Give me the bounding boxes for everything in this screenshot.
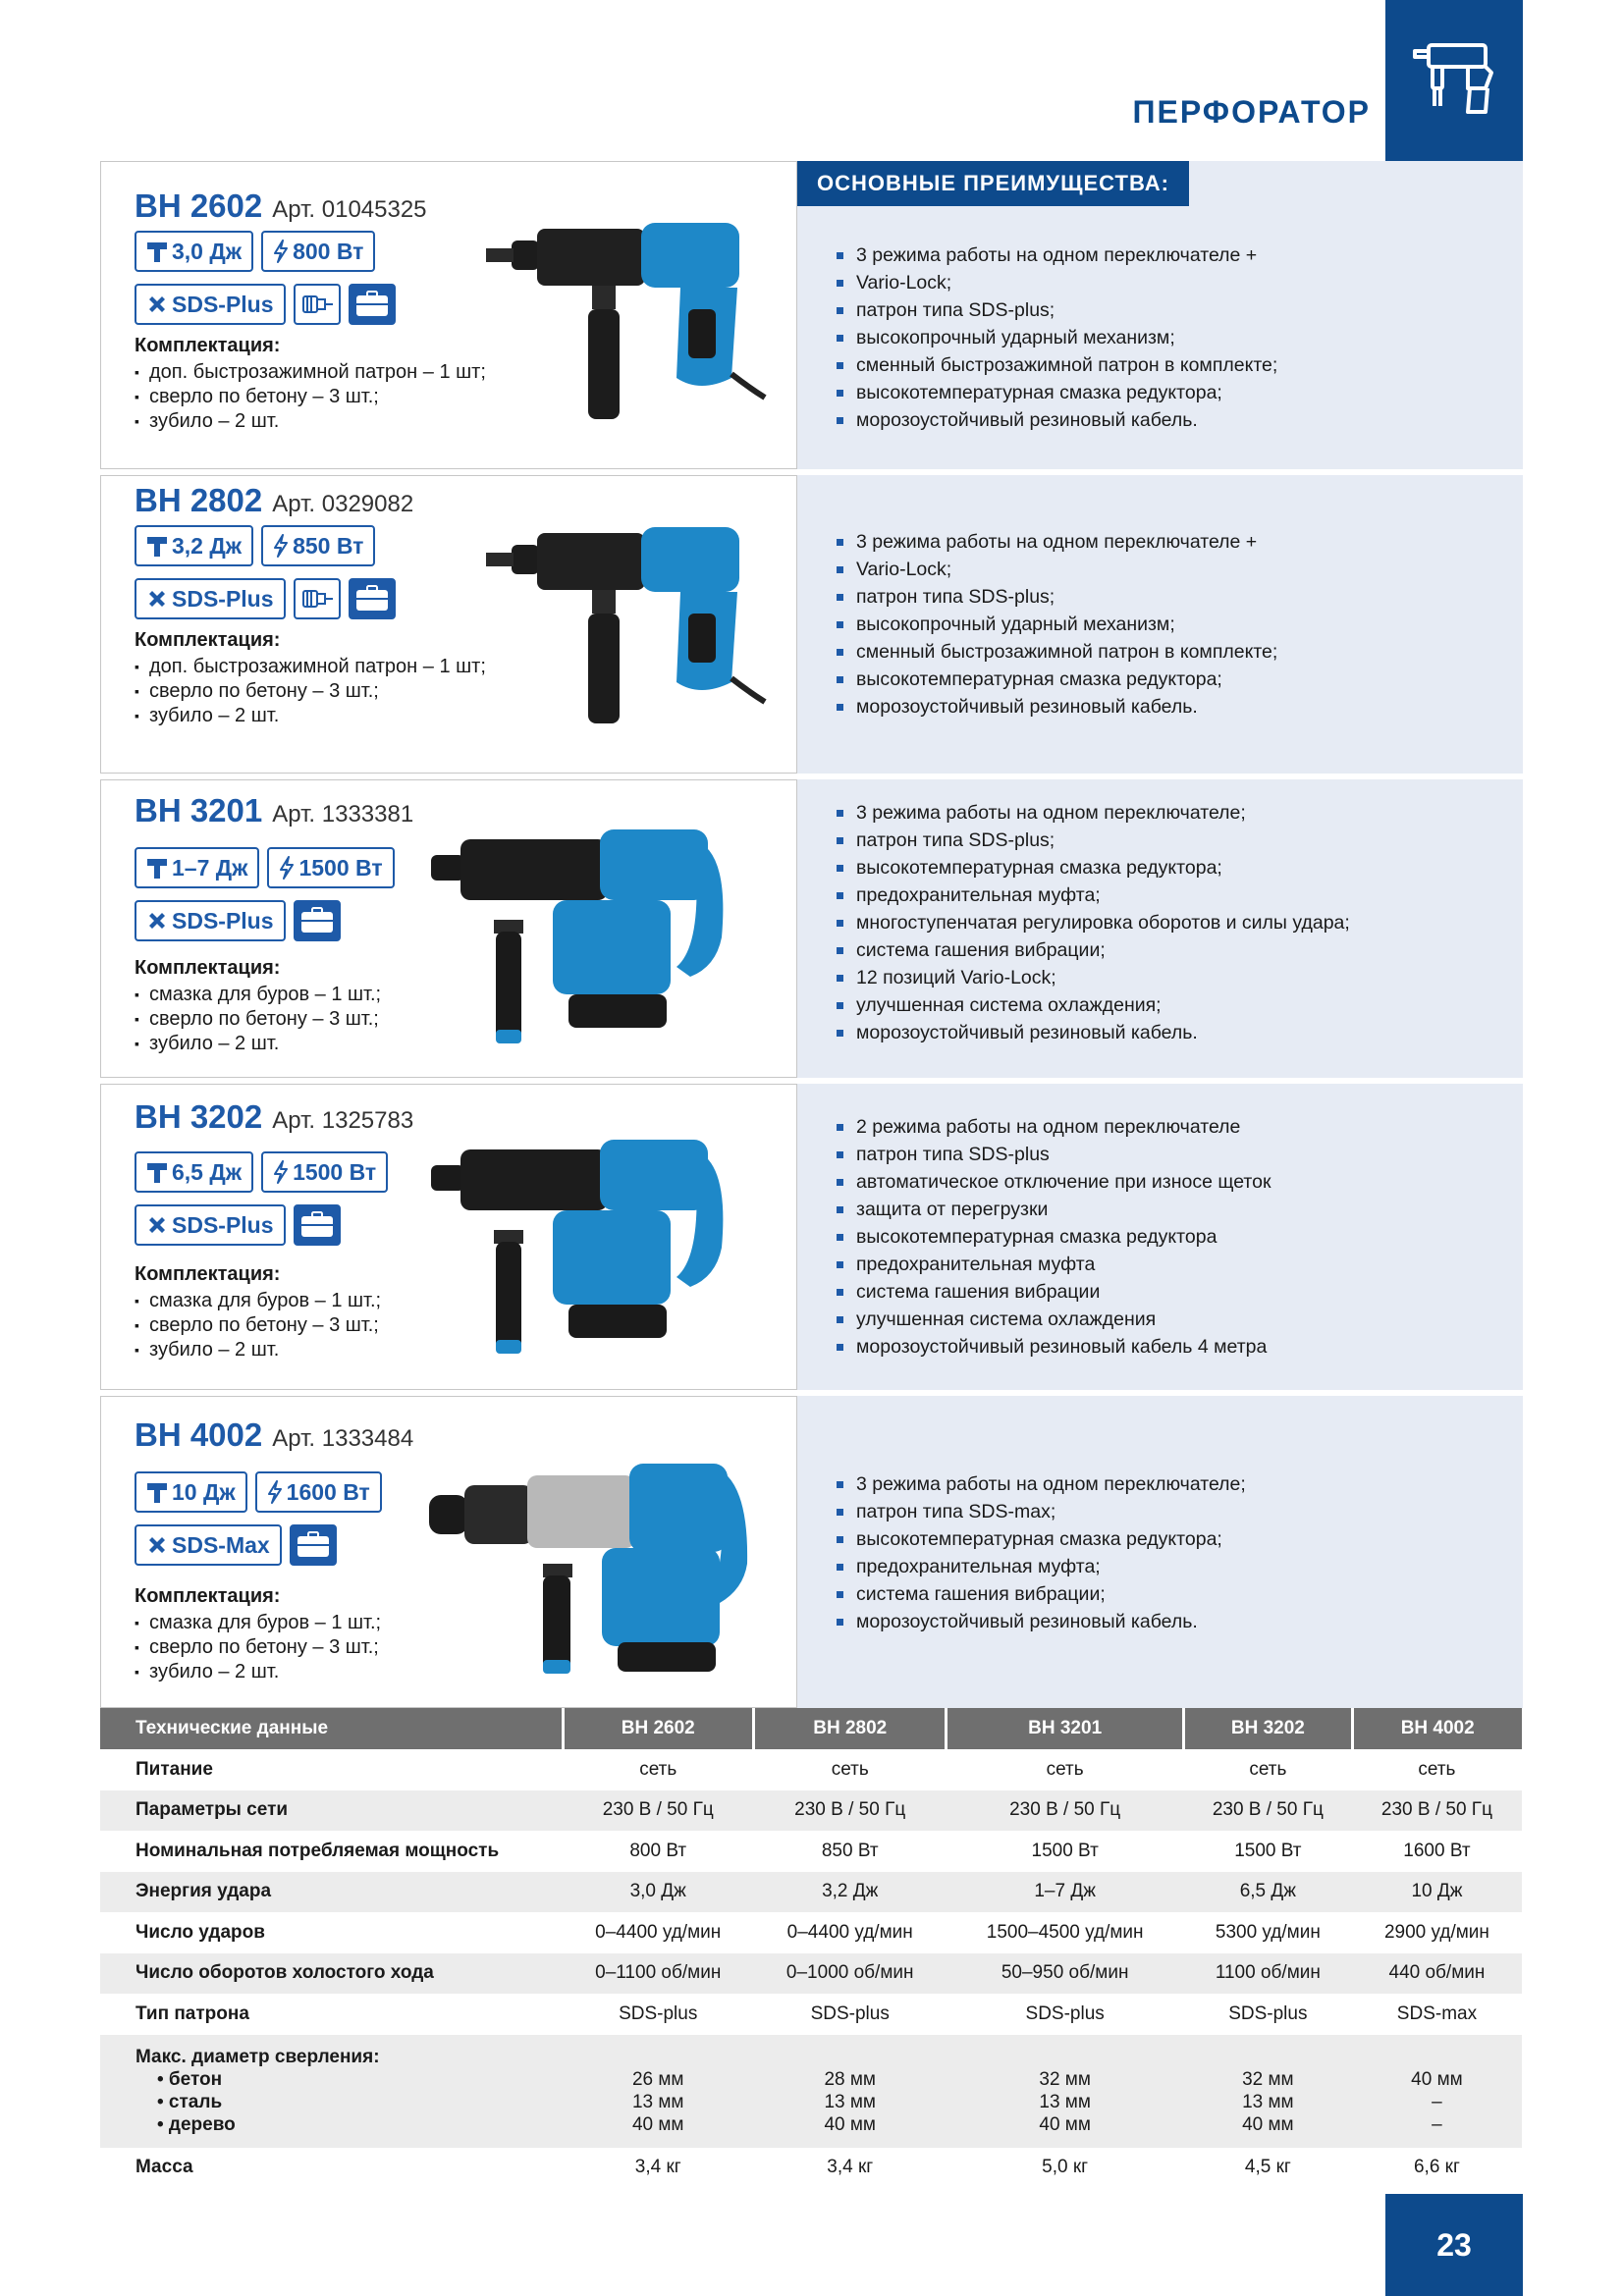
- product-block: [100, 475, 1523, 774]
- spec-cell: SDS-plus: [1025, 2002, 1105, 2024]
- spec-cell: 1500 Вт: [1031, 1840, 1099, 1861]
- chuck-type-value: SDS-Plus: [172, 1211, 274, 1238]
- spec-cell: сеть: [1418, 1758, 1456, 1780]
- spec-cell: Номинальная потребляемая мощность: [135, 1840, 500, 1861]
- spec-cell: [1352, 2035, 1521, 2148]
- diameter-materials: [135, 2068, 562, 2136]
- advantage-item: предохранительная муфта;: [837, 881, 1350, 909]
- impact-energy-value: 1–7 Дж: [172, 854, 248, 881]
- diameter-value: 40 мм: [1242, 2113, 1294, 2135]
- diameter-material: • сталь: [157, 2091, 223, 2112]
- spec-table: [100, 1708, 1523, 2188]
- impact-energy-badge: [135, 1151, 253, 1193]
- spec-row-mass: [100, 2148, 1522, 2189]
- lightning-icon: [273, 534, 289, 558]
- spec-cell: 4,5 кг: [1244, 2157, 1291, 2178]
- advantage-item: морозоустойчивый резиновый кабель.: [837, 693, 1277, 721]
- advantages-panel: [797, 1396, 1523, 1708]
- spec-badges: [135, 847, 395, 888]
- power-value: 800 Вт: [293, 238, 364, 264]
- spec-row: [100, 1994, 1522, 2035]
- hammer-icon: [146, 1480, 168, 1504]
- product-block: [100, 779, 1523, 1078]
- spec-cell: 230 В / 50 Гц: [563, 1790, 753, 1832]
- feature-badges: [135, 1204, 341, 1246]
- spec-header-cell: BH 2602: [563, 1708, 753, 1749]
- spec-row: [100, 1831, 1522, 1872]
- advantage-item: 12 позиций Vario-Lock;: [837, 964, 1350, 991]
- advantage-item: морозоустойчивый резиновый кабель.: [837, 1608, 1246, 1635]
- spec-cell: 3,4 кг: [827, 2157, 874, 2178]
- sds-chuck-icon: [146, 910, 168, 932]
- spec-cell: 0–1100 об/мин: [563, 1953, 753, 1995]
- diameter-value: 13 мм: [824, 2091, 876, 2112]
- hammer-icon: [146, 240, 168, 263]
- advantage-item: высокопрочный ударный механизм;: [837, 611, 1277, 638]
- spec-header-cell: BH 3202: [1183, 1708, 1352, 1749]
- model-title: [135, 1416, 413, 1454]
- carry-case-icon: [299, 907, 335, 934]
- diameter-value: 40 мм: [1411, 2068, 1463, 2090]
- advantage-item: система гашения вибрации: [837, 1278, 1271, 1306]
- spec-cell: 3,2 Дж: [753, 1872, 947, 1913]
- spec-cell: 5300 уд/мин: [1215, 1921, 1321, 1943]
- advantage-item: система гашения вибрации;: [837, 1580, 1246, 1608]
- kit-item: ▪ смазка для буров – 1 шт.;: [135, 1611, 381, 1635]
- advantage-item: 3 режима работы на одном переключателе +: [837, 528, 1277, 556]
- spec-cell: [100, 2035, 563, 2148]
- spec-cell: SDS-plus: [810, 2002, 890, 2024]
- kit-item: ▪ смазка для буров – 1 шт.;: [135, 983, 381, 1007]
- kit-list: [135, 1611, 381, 1684]
- feature-badges: [135, 578, 396, 619]
- article-number: Арт. 1333484: [272, 1425, 414, 1452]
- spec-cell: 0–4400 уд/мин: [595, 1921, 722, 1943]
- diameter-label: Макс. диаметр сверления:: [135, 2046, 380, 2067]
- advantage-item: высокотемпературная смазка редуктора: [837, 1223, 1271, 1251]
- spec-header-row: [100, 1708, 1522, 1749]
- advantage-item: Vario-Lock;: [837, 269, 1277, 296]
- article-number: Арт. 0329082: [272, 491, 414, 517]
- product-card: [100, 475, 797, 774]
- advantage-item: патрон типа SDS-plus;: [837, 583, 1277, 611]
- diameter-material: • бетон: [157, 2068, 223, 2090]
- impact-energy-badge: [135, 847, 259, 888]
- spec-cell: Масса: [135, 2157, 193, 2178]
- diameter-values: [755, 2047, 946, 2136]
- carry-case-icon: [354, 291, 390, 318]
- advantage-item: улучшенная система охлаждения: [837, 1306, 1271, 1333]
- diameter-value: 40 мм: [1039, 2113, 1091, 2135]
- spec-cell: сеть: [1046, 1758, 1084, 1780]
- spec-cell: 1500 Вт: [1234, 1840, 1302, 1861]
- chuck-type-value: SDS-Plus: [172, 585, 274, 612]
- chuck-type-badge: [135, 1524, 282, 1566]
- kit-item: ▪ сверло по бетону – 3 шт.;: [135, 1635, 381, 1660]
- advantages-list: [837, 1113, 1271, 1361]
- kit-item: ▪ сверло по бетону – 3 шт.;: [135, 1313, 381, 1338]
- advantage-item: патрон типа SDS-plus;: [837, 827, 1350, 854]
- lightning-icon: [267, 1480, 283, 1504]
- feature-badges: [135, 1524, 337, 1566]
- kit-list: [135, 655, 486, 728]
- kit-item: ▪ сверло по бетону – 3 шт.;: [135, 679, 486, 704]
- diameter-material: • дерево: [157, 2113, 236, 2135]
- product-image: [425, 1120, 739, 1370]
- kit-list: [135, 983, 381, 1056]
- spec-cell: 5,0 кг: [1042, 2157, 1089, 2178]
- spec-row: [100, 1790, 1522, 1832]
- product-image: [425, 810, 739, 1060]
- diameter-values: [947, 2047, 1181, 2136]
- spec-row: [100, 1872, 1522, 1913]
- hammer-icon: [146, 534, 168, 558]
- advantages-panel: [797, 1084, 1523, 1390]
- spec-cell: Число оборотов холостого хода: [100, 1953, 563, 1995]
- spec-cell: SDS-max: [1396, 2002, 1478, 2024]
- diameter-value: 26 мм: [631, 2068, 684, 2090]
- kit-item: ▪ зубило – 2 шт.: [135, 1660, 381, 1684]
- advantage-item: морозоустойчивый резиновый кабель.: [837, 406, 1277, 434]
- advantage-item: предохранительная муфта: [837, 1251, 1271, 1278]
- quick-chuck-icon: [299, 292, 335, 317]
- spec-row-diameter: [100, 2035, 1522, 2148]
- advantage-item: 3 режима работы на одном переключателе;: [837, 799, 1350, 827]
- model-name: BH 2602: [135, 187, 263, 224]
- advantage-item: высокотемпературная смазка редуктора;: [837, 854, 1350, 881]
- chuck-type-badge: [135, 1204, 286, 1246]
- advantages-list: [837, 1470, 1246, 1635]
- product-photo: [474, 201, 769, 437]
- spec-cell: Питание: [135, 1758, 213, 1780]
- spec-row: [100, 1912, 1522, 1953]
- advantage-item: улучшенная система охлаждения;: [837, 991, 1350, 1019]
- spec-cell: [1183, 2035, 1352, 2148]
- kit-item: ▪ сверло по бетону – 3 шт.;: [135, 385, 486, 409]
- product-image: [474, 506, 769, 746]
- feature-badges: [135, 284, 396, 325]
- spec-cell: 1–7 Дж: [947, 1872, 1183, 1913]
- product-photo: [425, 810, 739, 1055]
- advantage-item: высокопрочный ударный механизм;: [837, 324, 1277, 351]
- power-badge: [261, 525, 375, 566]
- spec-cell: Число ударов: [135, 1921, 265, 1943]
- power-value: 1600 Вт: [286, 1478, 370, 1505]
- spec-cell: 6,5 Дж: [1183, 1872, 1352, 1913]
- product-card: [100, 1084, 797, 1390]
- advantage-item: сменный быстрозажимной патрон в комплекте;: [837, 638, 1277, 666]
- spec-cell: 850 Вт: [821, 1840, 879, 1861]
- spec-cell: сеть: [831, 1758, 869, 1780]
- spec-header-cell: BH 4002: [1352, 1708, 1521, 1749]
- chuck-type-value: SDS-Plus: [172, 907, 274, 934]
- power-badge: [267, 847, 394, 888]
- spec-header-cell: Технические данные: [100, 1708, 563, 1749]
- advantage-item: Vario-Lock;: [837, 556, 1277, 583]
- spec-row: [100, 1749, 1522, 1790]
- advantage-item: высокотемпературная смазка редуктора;: [837, 666, 1277, 693]
- advantages-list: [837, 528, 1277, 721]
- model-title: [135, 482, 413, 519]
- spec-header-cell: BH 2802: [753, 1708, 947, 1749]
- product-card: [100, 779, 797, 1078]
- sds-chuck-icon: [146, 1534, 168, 1556]
- advantage-item: автоматическое отключение при износе щеток: [837, 1168, 1271, 1196]
- spec-cell: сеть: [639, 1758, 677, 1780]
- diameter-values: [565, 2047, 752, 2136]
- product-image: [425, 1436, 759, 1686]
- power-value: 1500 Вт: [298, 854, 383, 881]
- advantage-item: 3 режима работы на одном переключателе +: [837, 241, 1277, 269]
- advantage-item: морозоустойчивый резиновый кабель.: [837, 1019, 1350, 1046]
- advantage-item: морозоустойчивый резиновый кабель 4 метра: [837, 1333, 1271, 1361]
- spec-body: [100, 1749, 1522, 2188]
- chuck-type-value: SDS-Max: [172, 1531, 270, 1558]
- product-block: [100, 1396, 1523, 1708]
- advantage-item: многоступенчатая регулировка оборотов и силы удара;: [837, 909, 1350, 936]
- spec-cell: SDS-plus: [1228, 2002, 1308, 2024]
- spec-cell: 230 В / 50 Гц: [1352, 1790, 1521, 1832]
- model-title: [135, 792, 413, 829]
- advantages-title: ОСНОВНЫЕ ПРЕИМУЩЕСТВА:: [797, 161, 1189, 206]
- page-number: 23: [1385, 2194, 1523, 2296]
- diameter-value: 13 мм: [631, 2091, 684, 2112]
- spec-cell: 440 об/мин: [1352, 1953, 1521, 1995]
- sds-chuck-icon: [146, 294, 168, 315]
- spec-cell: Параметры сети: [100, 1790, 563, 1832]
- kit-item: ▪ доп. быстрозажимной патрон – 1 шт;: [135, 655, 486, 679]
- diameter-value: 13 мм: [1242, 2091, 1294, 2112]
- spec-cell: 6,6 кг: [1413, 2157, 1460, 2178]
- carry-case-badge: [349, 578, 396, 619]
- product-block: [100, 1084, 1523, 1390]
- model-name: BH 3202: [135, 1098, 263, 1135]
- model-title: [135, 1098, 413, 1136]
- kit-item: ▪ доп. быстрозажимной патрон – 1 шт;: [135, 360, 486, 385]
- carry-case-badge: [290, 1524, 337, 1566]
- product-photo: [425, 1436, 759, 1682]
- product-photo: [474, 506, 769, 741]
- advantage-item: патрон типа SDS-plus: [837, 1141, 1271, 1168]
- article-number: Арт. 1333381: [272, 801, 414, 828]
- model-title: [135, 187, 427, 225]
- spec-cell: Тип патрона: [135, 2002, 249, 2024]
- model-name: BH 4002: [135, 1416, 263, 1453]
- advantages-panel: [797, 475, 1523, 774]
- lightning-icon: [279, 856, 295, 880]
- advantage-item: патрон типа SDS-plus;: [837, 296, 1277, 324]
- spec-cell: 0–4400 уд/мин: [786, 1921, 913, 1943]
- spec-cell: 1600 Вт: [1403, 1840, 1471, 1861]
- carry-case-icon: [354, 585, 390, 613]
- advantage-item: высокотемпературная смазка редуктора;: [837, 379, 1277, 406]
- advantage-item: 2 режима работы на одном переключателе: [837, 1113, 1271, 1141]
- chuck-type-badge: [135, 284, 286, 325]
- advantages-list: [837, 241, 1277, 434]
- diameter-value: –: [1432, 2091, 1442, 2112]
- spec-cell: 2900 уд/мин: [1383, 1921, 1489, 1943]
- kit-title: Комплектация:: [135, 1585, 281, 1607]
- kit-title: Комплектация:: [135, 629, 281, 651]
- advantage-item: 3 режима работы на одном переключателе;: [837, 1470, 1246, 1498]
- spec-cell: 0–1000 об/мин: [753, 1953, 947, 1995]
- kit-item: ▪ зубило – 2 шт.: [135, 409, 486, 434]
- impact-energy-badge: [135, 1471, 247, 1513]
- kit-title: Комплектация:: [135, 957, 281, 979]
- quick-chuck-badge: [294, 578, 341, 619]
- sds-chuck-icon: [146, 1214, 168, 1236]
- hammer-icon: [146, 1160, 168, 1184]
- spec-badges: [135, 525, 375, 566]
- kit-list: [135, 1289, 381, 1362]
- diameter-values: [1354, 2047, 1520, 2136]
- diameter-value: 28 мм: [824, 2068, 876, 2090]
- sds-chuck-icon: [146, 588, 168, 610]
- header-corner-tab: [1385, 0, 1523, 161]
- spec-cell: 3,0 Дж: [563, 1872, 753, 1913]
- spec-badges: [135, 1471, 382, 1513]
- diameter-value: 32 мм: [1242, 2068, 1294, 2090]
- impact-energy-value: 3,0 Дж: [172, 238, 243, 264]
- product-card: [100, 1396, 797, 1708]
- carry-case-badge: [349, 284, 396, 325]
- hammer-icon: [146, 856, 168, 880]
- chuck-type-badge: [135, 578, 286, 619]
- hammer-drill-icon: [1409, 35, 1499, 126]
- kit-item: ▪ сверло по бетону – 3 шт.;: [135, 1007, 381, 1032]
- kit-item: ▪ смазка для буров – 1 шт.;: [135, 1289, 381, 1313]
- article-number: Арт. 1325783: [272, 1107, 414, 1134]
- spec-badges: [135, 231, 375, 272]
- spec-cell: сеть: [1249, 1758, 1287, 1780]
- impact-energy-value: 3,2 Дж: [172, 532, 243, 559]
- advantage-item: система гашения вибрации;: [837, 936, 1350, 964]
- advantages-panel: [797, 779, 1523, 1078]
- spec-cell: SDS-plus: [619, 2002, 698, 2024]
- advantage-item: патрон типа SDS-max;: [837, 1498, 1246, 1525]
- carry-case-badge: [294, 900, 341, 941]
- spec-cell: 3,4 кг: [634, 2157, 681, 2178]
- quick-chuck-icon: [299, 586, 335, 612]
- diameter-value: –: [1432, 2113, 1442, 2135]
- advantage-item: защита от перегрузки: [837, 1196, 1271, 1223]
- page-title: ПЕРФОРАТОР: [1132, 94, 1371, 130]
- impact-energy-value: 10 Дж: [172, 1478, 236, 1505]
- spec-cell: 230 В / 50 Гц: [753, 1790, 947, 1832]
- kit-item: ▪ зубило – 2 шт.: [135, 704, 486, 728]
- spec-cell: Энергия удара: [100, 1872, 563, 1913]
- product-block: [100, 161, 1523, 469]
- carry-case-badge: [294, 1204, 341, 1246]
- diameter-values: [1185, 2047, 1351, 2136]
- power-value: 850 Вт: [293, 532, 364, 559]
- spec-row: [100, 1953, 1522, 1995]
- spec-cell: [947, 2035, 1183, 2148]
- spec-cell: 800 Вт: [629, 1840, 687, 1861]
- spec-cell: 230 В / 50 Гц: [947, 1790, 1183, 1832]
- advantages-list: [837, 799, 1350, 1046]
- article-number: Арт. 01045325: [272, 196, 427, 223]
- spec-cell: [563, 2035, 753, 2148]
- product-card: [100, 161, 797, 469]
- quick-chuck-badge: [294, 284, 341, 325]
- model-name: BH 3201: [135, 792, 263, 828]
- kit-title: Комплектация:: [135, 335, 281, 356]
- spec-cell: 230 В / 50 Гц: [1183, 1790, 1352, 1832]
- lightning-icon: [273, 1160, 289, 1184]
- power-badge: [261, 231, 375, 272]
- spec-badges: [135, 1151, 388, 1193]
- spec-cell: 10 Дж: [1352, 1872, 1521, 1913]
- power-value: 1500 Вт: [293, 1158, 377, 1185]
- spec-cell: [753, 2035, 947, 2148]
- product-photo: [425, 1120, 739, 1365]
- kit-list: [135, 360, 486, 434]
- lightning-icon: [273, 240, 289, 263]
- spec-cell: 50–950 об/мин: [947, 1953, 1183, 1995]
- model-name: BH 2802: [135, 482, 263, 518]
- diameter-value: 13 мм: [1039, 2091, 1091, 2112]
- advantage-item: высокотемпературная смазка редуктора;: [837, 1525, 1246, 1553]
- power-badge: [261, 1151, 388, 1193]
- impact-energy-badge: [135, 525, 253, 566]
- carry-case-icon: [299, 1211, 335, 1239]
- impact-energy-badge: [135, 231, 253, 272]
- product-image: [474, 201, 769, 442]
- advantage-item: сменный быстрозажимной патрон в комплекте;: [837, 351, 1277, 379]
- spec-cell: 1500–4500 уд/мин: [986, 1921, 1144, 1943]
- power-badge: [255, 1471, 382, 1513]
- carry-case-icon: [296, 1531, 331, 1559]
- diameter-value: 40 мм: [631, 2113, 684, 2135]
- chuck-type-badge: [135, 900, 286, 941]
- diameter-value: 40 мм: [824, 2113, 876, 2135]
- feature-badges: [135, 900, 341, 941]
- spec-header-cell: BH 3201: [947, 1708, 1183, 1749]
- diameter-value: 32 мм: [1039, 2068, 1091, 2090]
- advantages-panel: [797, 161, 1523, 469]
- kit-item: ▪ зубило – 2 шт.: [135, 1032, 381, 1056]
- impact-energy-value: 6,5 Дж: [172, 1158, 243, 1185]
- advantage-item: предохранительная муфта;: [837, 1553, 1246, 1580]
- kit-item: ▪ зубило – 2 шт.: [135, 1338, 381, 1362]
- spec-cell: 1100 об/мин: [1183, 1953, 1352, 1995]
- chuck-type-value: SDS-Plus: [172, 291, 274, 317]
- kit-title: Комплектация:: [135, 1263, 281, 1285]
